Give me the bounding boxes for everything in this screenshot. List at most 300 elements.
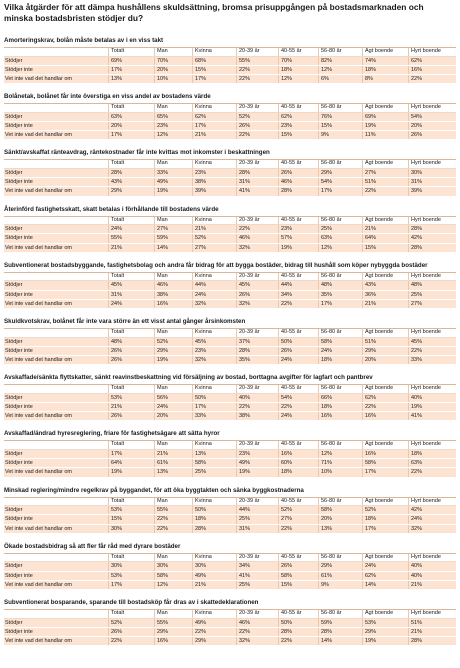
column-header-row [4, 48, 456, 57]
table-cell: 17% [318, 187, 362, 195]
table-cell: 32% [236, 637, 278, 645]
table-cell: 30% [154, 562, 192, 570]
column-header: 20-39 år [236, 329, 278, 337]
page-title: Vilka åtgärder för att dämpa hushållens skuldsättning, bromsa prisuppgången på bostadsmarknaden och minska bostadsbristen stödjer du? [4, 2, 424, 23]
table-cell: 21% [108, 403, 154, 411]
table-cell: 40% [408, 394, 456, 402]
table-row [4, 394, 456, 403]
column-header: Ägt boende [362, 217, 408, 225]
table-cell: 15% [278, 131, 318, 139]
table-cell: 48% [408, 281, 456, 289]
survey-section [4, 428, 456, 477]
table-cell: 29% [192, 637, 236, 645]
table-cell: 50% [192, 506, 236, 514]
table-cell: 32% [236, 244, 278, 252]
table-cell: 46% [236, 619, 278, 627]
header-blank-cell [4, 104, 108, 112]
table-cell: 22% [278, 637, 318, 645]
table-cell: 51% [408, 619, 456, 627]
table-cell: 23% [278, 225, 318, 233]
table-cell: 16% [318, 412, 362, 420]
row-label: Stödjer [5, 619, 23, 626]
table-cell: 18% [278, 66, 318, 74]
table-cell: 12% [318, 244, 362, 252]
table-cell: 55% [154, 619, 192, 627]
row-label: Stödjer [5, 226, 23, 233]
table-cell: 22% [408, 75, 456, 83]
column-header-row [4, 385, 456, 394]
table-cell: 24% [108, 225, 154, 233]
table-cell: 23% [154, 122, 192, 130]
table-cell: 52% [278, 506, 318, 514]
row-label: Stödjer [5, 282, 23, 289]
section-heading: Amorteringskrav, bolån måste betalas av i en viss takt [4, 35, 456, 48]
column-header: 20-39 år [236, 160, 278, 168]
table-cell: 30% [192, 562, 236, 570]
table-cell: 62% [362, 394, 408, 402]
table-cell: 18% [362, 515, 408, 523]
row-label: Vet inte vad det handlar om [5, 188, 72, 195]
column-header: Totalt [108, 610, 154, 618]
column-header: Hyrt boende [408, 217, 456, 225]
table-cell: 32% [408, 525, 456, 533]
table-cell: 15% [362, 244, 408, 252]
table-row [4, 525, 456, 534]
table-cell: 22% [278, 300, 318, 308]
row-label: Stödjer inte [5, 460, 33, 467]
column-header: Hyrt boende [408, 329, 456, 337]
column-header: 40-55 år [278, 160, 318, 168]
table-cell: 18% [362, 66, 408, 74]
table-cell: 17% [362, 468, 408, 476]
column-header: 56-80 år [318, 329, 362, 337]
column-header: Man [154, 104, 192, 112]
table-cell: 19% [362, 637, 408, 645]
column-header: Ägt boende [362, 498, 408, 506]
column-header: 20-39 år [236, 48, 278, 56]
table-cell: 10% [318, 468, 362, 476]
table-cell: 21% [192, 581, 236, 589]
row-label: Vet inte vad det handlar om [5, 469, 72, 476]
table-cell: 26% [108, 347, 154, 355]
table-cell: 49% [192, 572, 236, 580]
column-header: Hyrt boende [408, 554, 456, 562]
table-cell: 21% [192, 131, 236, 139]
row-label: Stödjer inte [5, 347, 33, 354]
table-cell: 22% [362, 187, 408, 195]
table-cell: 30% [108, 525, 154, 533]
table-row [4, 572, 456, 581]
column-header-row [4, 273, 456, 282]
column-header: 40-55 år [278, 554, 318, 562]
header-blank-cell [4, 554, 108, 562]
table-cell: 31% [108, 291, 154, 299]
table-cell: 45% [192, 338, 236, 346]
table-cell: 17% [108, 450, 154, 458]
table-cell: 43% [108, 178, 154, 186]
table-cell: 49% [192, 619, 236, 627]
column-header: Man [154, 48, 192, 56]
table-cell: 15% [108, 515, 154, 523]
table-cell: 16% [278, 450, 318, 458]
table-cell: 33% [154, 169, 192, 177]
table-row [4, 225, 456, 234]
table-cell: 59% [154, 234, 192, 242]
table-cell: 20% [108, 122, 154, 130]
table-cell: 17% [192, 75, 236, 83]
column-header: Ägt boende [362, 554, 408, 562]
column-header: Kvinna [192, 498, 236, 506]
table-cell: 74% [362, 57, 408, 65]
column-header: Kvinna [192, 441, 236, 449]
table-cell: 58% [192, 459, 236, 467]
table-cell: 19% [154, 187, 192, 195]
table-cell: 24% [154, 403, 192, 411]
column-header: 40-55 år [278, 385, 318, 393]
table-cell: 62% [408, 57, 456, 65]
table-cell: 50% [192, 394, 236, 402]
survey-section [4, 204, 456, 253]
table-cell: 29% [318, 169, 362, 177]
table-cell: 62% [192, 113, 236, 121]
row-label: Stödjer [5, 169, 23, 176]
header-blank-cell [4, 498, 108, 506]
table-cell: 64% [108, 459, 154, 467]
column-header: 20-39 år [236, 385, 278, 393]
row-label: Stödjer inte [5, 122, 33, 129]
table-cell: 38% [192, 178, 236, 186]
column-header-row [4, 104, 456, 113]
header-blank-cell [4, 441, 108, 449]
table-cell: 29% [154, 628, 192, 636]
column-header: 56-80 år [318, 48, 362, 56]
header-blank-cell [4, 610, 108, 618]
column-header: Ägt boende [362, 160, 408, 168]
column-header: Totalt [108, 498, 154, 506]
table-cell: 17% [192, 122, 236, 130]
survey-section [4, 147, 456, 196]
table-row [4, 637, 456, 646]
table-cell: 20% [318, 515, 362, 523]
table-cell: 27% [154, 225, 192, 233]
column-header: 56-80 år [318, 554, 362, 562]
table-cell: 26% [236, 122, 278, 130]
row-label: Stödjer [5, 450, 23, 457]
row-label: Stödjer inte [5, 628, 33, 635]
column-header: Kvinna [192, 217, 236, 225]
table-cell: 22% [278, 403, 318, 411]
table-cell: 26% [108, 628, 154, 636]
table-cell: 31% [236, 178, 278, 186]
table-cell: 23% [192, 347, 236, 355]
table-cell: 41% [236, 572, 278, 580]
table-cell: 24% [192, 291, 236, 299]
column-header: Ägt boende [362, 104, 408, 112]
table-cell: 26% [278, 169, 318, 177]
table-cell: 14% [362, 581, 408, 589]
header-blank-cell [4, 48, 108, 56]
row-label: Stödjer inte [5, 66, 33, 73]
table-cell: 27% [408, 300, 456, 308]
table-cell: 54% [318, 178, 362, 186]
header-blank-cell [4, 217, 108, 225]
table-cell: 32% [192, 300, 236, 308]
table-cell: 52% [236, 113, 278, 121]
header-blank-cell [4, 273, 108, 281]
section-heading: Subventionerat bostadsbyggande, fastighetsbolag och andra får bidrag för att bygga bostäder, bidrag till hushåll som köper nybyggda bostäder [4, 260, 456, 273]
table-cell: 25% [318, 225, 362, 233]
table-row [4, 66, 456, 75]
table-cell: 55% [154, 506, 192, 514]
table-row [4, 281, 456, 290]
survey-section [4, 260, 456, 309]
table-cell: 30% [408, 169, 456, 177]
column-header: 56-80 år [318, 104, 362, 112]
column-header: Kvinna [192, 610, 236, 618]
table-cell: 46% [236, 234, 278, 242]
column-header: Totalt [108, 104, 154, 112]
table-cell: 45% [236, 281, 278, 289]
table-cell: 21% [108, 244, 154, 252]
row-label: Vet inte vad det handlar om [5, 132, 72, 139]
column-header: Man [154, 554, 192, 562]
table-cell: 13% [192, 450, 236, 458]
column-header: 20-39 år [236, 441, 278, 449]
column-header: Ägt boende [362, 273, 408, 281]
column-header: Man [154, 610, 192, 618]
section-heading: Ökade bostadsbidrag så att fler får råd med dyrare bostäder [4, 541, 456, 554]
table-cell: 24% [318, 347, 362, 355]
table-cell: 22% [362, 403, 408, 411]
table-cell: 14% [318, 637, 362, 645]
table-cell: 49% [154, 178, 192, 186]
table-row [4, 581, 456, 590]
column-header: 40-55 år [278, 498, 318, 506]
section-heading: Bolånetak, bolånet får inte överstiga en viss andel av bostadens värde [4, 91, 456, 104]
row-label: Stödjer [5, 563, 23, 570]
table-cell: 54% [278, 394, 318, 402]
column-header: Hyrt boende [408, 498, 456, 506]
row-label: Vet inte vad det handlar om [5, 244, 72, 251]
table-cell: 21% [408, 628, 456, 636]
table-cell: 17% [108, 66, 154, 74]
table-cell: 50% [278, 338, 318, 346]
table-cell: 29% [362, 628, 408, 636]
table-cell: 12% [318, 66, 362, 74]
column-header: Totalt [108, 554, 154, 562]
table-cell: 15% [318, 122, 362, 130]
table-cell: 27% [192, 244, 236, 252]
row-label: Vet inte vad det handlar om [5, 75, 72, 82]
table-cell: 29% [362, 347, 408, 355]
table-cell: 66% [318, 394, 362, 402]
table-cell: 68% [192, 57, 236, 65]
table-row [4, 412, 456, 421]
table-cell: 29% [318, 562, 362, 570]
table-cell: 42% [408, 234, 456, 242]
table-cell: 82% [318, 57, 362, 65]
table-cell: 30% [108, 562, 154, 570]
table-cell: 18% [278, 468, 318, 476]
row-label: Vet inte vad det handlar om [5, 300, 72, 307]
table-cell: 45% [108, 281, 154, 289]
table-cell: 25% [236, 581, 278, 589]
column-header: Hyrt boende [408, 104, 456, 112]
table-cell: 19% [278, 244, 318, 252]
column-header: Ägt boende [362, 610, 408, 618]
column-header: Kvinna [192, 104, 236, 112]
table-cell: 8% [362, 75, 408, 83]
table-cell: 20% [362, 356, 408, 364]
table-cell: 24% [108, 300, 154, 308]
table-cell: 29% [154, 347, 192, 355]
table-cell: 18% [192, 515, 236, 523]
table-cell: 52% [108, 619, 154, 627]
table-cell: 44% [192, 281, 236, 289]
column-header: Kvinna [192, 160, 236, 168]
table-cell: 22% [154, 515, 192, 523]
row-label: Stödjer inte [5, 572, 33, 579]
column-header: 20-39 år [236, 610, 278, 618]
survey-section [4, 541, 456, 590]
table-cell: 49% [236, 459, 278, 467]
table-cell: 13% [108, 75, 154, 83]
section-heading: Minskad reglering/mindre regelkrav på byggandet, för att öka byggtakten och sänka byggkostnaderna [4, 485, 456, 498]
column-header: Totalt [108, 441, 154, 449]
table-cell: 40% [408, 562, 456, 570]
column-header: 40-55 år [278, 217, 318, 225]
table-cell: 38% [154, 291, 192, 299]
table-cell: 28% [236, 347, 278, 355]
table-cell: 62% [362, 572, 408, 580]
table-cell: 22% [236, 66, 278, 74]
column-header: Man [154, 498, 192, 506]
section-heading: Skuldkvotskrav, bolånet får inte vara större än ett visst antal gånger årsinkomsten [4, 316, 456, 329]
survey-section [4, 316, 456, 365]
table-cell: 45% [408, 338, 456, 346]
table-cell: 22% [154, 525, 192, 533]
table-cell: 33% [408, 356, 456, 364]
table-cell: 24% [278, 412, 318, 420]
table-cell: 58% [154, 572, 192, 580]
table-cell: 56% [154, 394, 192, 402]
column-header: Ägt boende [362, 441, 408, 449]
table-cell: 22% [408, 347, 456, 355]
table-cell: 57% [278, 234, 318, 242]
header-blank-cell [4, 329, 108, 337]
column-header: Totalt [108, 48, 154, 56]
table-cell: 69% [108, 57, 154, 65]
table-cell: 63% [318, 234, 362, 242]
column-header: Totalt [108, 329, 154, 337]
column-header: 56-80 år [318, 160, 362, 168]
table-row [4, 75, 456, 84]
table-row [4, 113, 456, 122]
column-header: Ägt boende [362, 48, 408, 56]
table-cell: 26% [278, 347, 318, 355]
column-header: Hyrt boende [408, 48, 456, 56]
table-cell: 13% [318, 525, 362, 533]
survey-section [4, 35, 456, 84]
table-cell: 22% [236, 628, 278, 636]
row-label: Vet inte vad det handlar om [5, 637, 72, 644]
table-cell: 63% [108, 113, 154, 121]
table-cell: 54% [408, 113, 456, 121]
survey-section [4, 372, 456, 421]
table-cell: 22% [236, 75, 278, 83]
column-header: Hyrt boende [408, 441, 456, 449]
table-row [4, 169, 456, 178]
row-label: Stödjer [5, 394, 23, 401]
row-label: Stödjer [5, 113, 23, 120]
column-header-row [4, 441, 456, 450]
table-cell: 21% [408, 581, 456, 589]
table-cell: 23% [278, 122, 318, 130]
table-cell: 28% [278, 628, 318, 636]
table-row [4, 187, 456, 196]
table-cell: 32% [236, 300, 278, 308]
table-cell: 12% [318, 450, 362, 458]
column-header: 40-55 år [278, 441, 318, 449]
table-cell: 62% [278, 113, 318, 121]
table-cell: 28% [318, 628, 362, 636]
table-cell: 34% [236, 562, 278, 570]
column-header: Totalt [108, 273, 154, 281]
column-header: 56-80 år [318, 610, 362, 618]
row-label: Vet inte vad det handlar om [5, 581, 72, 588]
table-cell: 19% [362, 122, 408, 130]
table-cell: 25% [408, 291, 456, 299]
column-header: Man [154, 329, 192, 337]
table-cell: 33% [192, 412, 236, 420]
table-cell: 28% [408, 225, 456, 233]
table-row [4, 338, 456, 347]
table-cell: 34% [278, 291, 318, 299]
column-header: 20-39 år [236, 104, 278, 112]
table-row [4, 459, 456, 468]
table-cell: 53% [362, 619, 408, 627]
column-header-row [4, 329, 456, 338]
header-blank-cell [4, 160, 108, 168]
column-header-row [4, 610, 456, 619]
table-cell: 48% [318, 281, 362, 289]
column-header: 20-39 år [236, 273, 278, 281]
table-row [4, 122, 456, 131]
column-header: Ägt boende [362, 385, 408, 393]
table-cell: 22% [236, 225, 278, 233]
column-header: 56-80 år [318, 217, 362, 225]
table-cell: 35% [236, 356, 278, 364]
table-cell: 37% [236, 338, 278, 346]
table-cell: 9% [318, 581, 362, 589]
table-cell: 17% [108, 581, 154, 589]
column-header: Totalt [108, 217, 154, 225]
table-row [4, 234, 456, 243]
table-cell: 17% [108, 131, 154, 139]
survey-section [4, 597, 456, 646]
column-header: 56-80 år [318, 441, 362, 449]
table-row [4, 619, 456, 628]
column-header: Man [154, 160, 192, 168]
table-cell: 58% [362, 459, 408, 467]
column-header: 56-80 år [318, 498, 362, 506]
table-cell: 58% [318, 338, 362, 346]
table-cell: 16% [362, 450, 408, 458]
table-cell: 24% [362, 562, 408, 570]
table-cell: 23% [236, 450, 278, 458]
table-cell: 26% [108, 412, 154, 420]
table-row [4, 178, 456, 187]
